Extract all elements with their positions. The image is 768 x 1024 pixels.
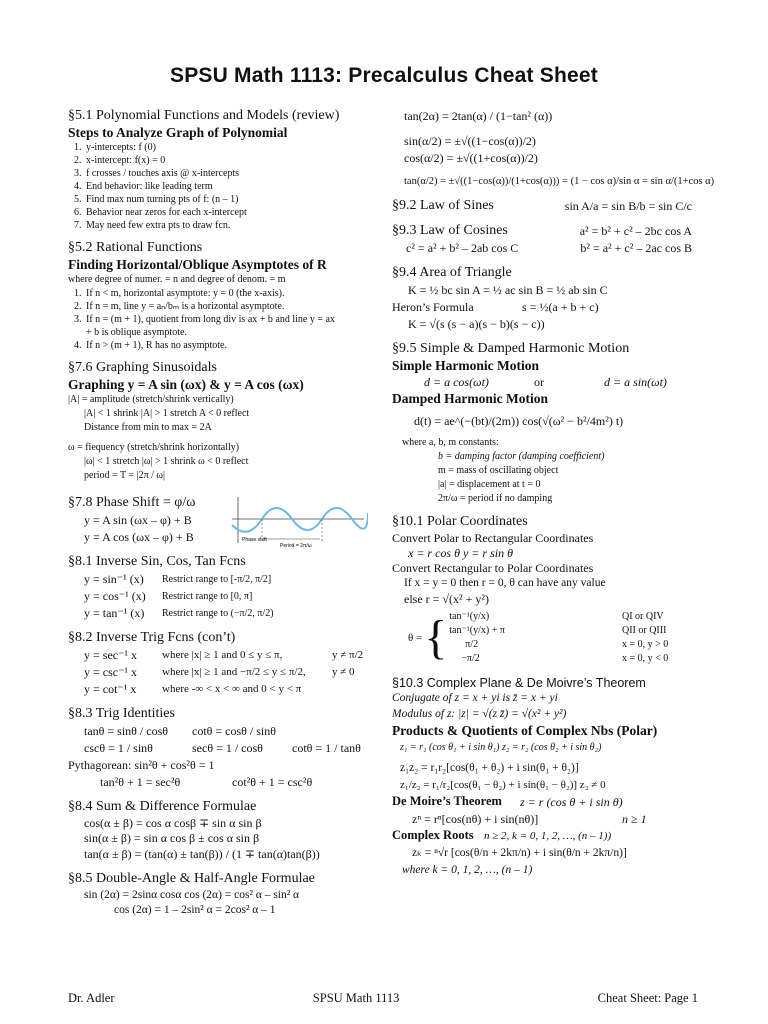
formula-line: tan(α/2) = ±√((1−cos(α))/(1+cos(α))) = (1 − cos α)/sin α = sin α/(1+cos α) (404, 176, 715, 187)
text-line: 2π/ω = period if no damping (438, 493, 553, 504)
text-line: |A| < 1 shrink |A| > 1 stretch A < 0 reflect (84, 408, 250, 419)
text-line: |ω| < 1 stretch |ω| > 1 shrink ω < 0 reflect (84, 456, 249, 467)
case-condition: QI or QIV (622, 611, 664, 622)
formula-line: cos(α/2) = ±√((1+cos(α))/2) (404, 151, 538, 165)
identity: tan²θ + 1 = sec²θ (100, 775, 181, 789)
text-line: m = mass of oscillating object (438, 465, 559, 476)
formula-line: y = A cos (ωx – φ) + B (84, 530, 194, 544)
formula-line: z₁z₂ = r₁r₂[cos(θ₁ + θ₂) + i sin(θ₁ + θ₂)] (400, 762, 579, 774)
pythagorean-identity: Pythagorean: sin²θ + cos²θ = 1 (68, 758, 215, 772)
formula-line: x = r cos θ y = r sin θ (408, 546, 513, 560)
text-line: where k = 0, 1, 2, …, (n – 1) (402, 864, 533, 876)
theta-case-list (449, 610, 692, 666)
section-heading: §9.5 Simple & Damped Harmonic Motion (392, 341, 630, 356)
identity: secθ = 1 / cosθ (192, 741, 263, 755)
range-note: Restrict range to [0, π] (162, 591, 253, 602)
shm-row (392, 374, 692, 391)
de-moivre-label: De Moire’s Theorem (392, 794, 502, 808)
formula-line: K = ½ bc sin A = ½ ac sin B = ½ ab sin C (408, 283, 608, 297)
heron-label: Heron’s Formula (392, 300, 474, 314)
section-9-2 (392, 198, 692, 215)
section-subheading: Graphing y = A sin (ωx) & y = A cos (ωx) (68, 377, 304, 392)
section-8-5 (68, 871, 384, 918)
formula-line: sin(α ± β) = sin α cos β ± cos α sin β (84, 831, 260, 845)
section-heading: §10.3 Complex Plane & De Moivre’s Theorem (392, 676, 646, 690)
section-subheading: Simple Harmonic Motion (392, 358, 539, 373)
case-condition: QII or QIII (622, 625, 667, 636)
text-line: where a, b, m constants: (402, 437, 499, 448)
text-line: If x = y = 0 then r = 0, θ can have any value (404, 577, 606, 589)
formula-line: K = √(s (s − a)(s − b)(s − c)) (408, 317, 545, 331)
formula-line: sin(α/2) = ±√((1−cos(α))/2) (404, 134, 536, 148)
section-9-4 (392, 265, 692, 333)
theta-case (449, 610, 692, 624)
section-heading: §9.4 Area of Triangle (392, 265, 512, 280)
case-condition: x = 0, y > 0 (622, 639, 669, 650)
case-value: tan⁻¹(y/x) (449, 611, 490, 622)
formula-line: c² = a² + b² – 2ab cos C (406, 241, 519, 255)
steps-list (68, 141, 384, 232)
inverse-row (68, 664, 384, 681)
section-10-3 (392, 676, 692, 879)
section-subheading: Finding Horizontal/Oblique Asymptotes of R (68, 257, 327, 272)
identity-row (68, 774, 384, 791)
domain-note: where |x| ≥ 1 and −π/2 ≤ y ≤ π/2, (162, 666, 306, 678)
section-8-1 (68, 554, 384, 622)
phase-shift-graph (228, 495, 368, 551)
identity: cotθ = cosθ / sinθ (192, 724, 277, 738)
formula-line: tan(2α) = 2tan(α) / (1−tan² (α)) (404, 109, 553, 123)
identity: cot²θ + 1 = csc²θ (232, 775, 313, 789)
formula-line: sin (2α) = 2sinα cosα cos (2α) = cos² α – sin² α (84, 889, 300, 901)
formula-line: d = a cos(ωt) (424, 375, 489, 389)
formula-line: cos (2α) = 1 – 2sin² α = 2cos² α – 1 (114, 904, 276, 916)
half-angle-block (392, 108, 715, 190)
section-heading: §8.3 Trig Identities (68, 706, 175, 721)
section-7-6 (68, 360, 384, 483)
roots-condition: n ≥ 2, k = 0, 1, 2, …, (n – 1)) (484, 830, 612, 842)
formula-line: Conjugate of z = x + yi is z̄ = x + yi (392, 692, 558, 704)
text-line: period = T = |2π / ω| (84, 470, 165, 481)
formula-line: s = ½(a + b + c) (522, 300, 599, 314)
inverse-fn: y = tan⁻¹ (x) (84, 606, 145, 620)
heron-row (392, 299, 692, 316)
case-value: π/2 (465, 639, 479, 650)
list-item: 5. Find max num turning pts of f: (n – 1) (84, 193, 384, 206)
formula-line: z = r (cos θ + i sin θ) (520, 795, 623, 809)
section-8-4 (68, 799, 384, 863)
formula-line: a² = b² + c² – 2bc cos A (579, 224, 692, 238)
section-heading: §8.1 Inverse Sin, Cos, Tan Fcns (68, 554, 246, 569)
or-text: or (534, 375, 544, 389)
section-heading: §7.8 Phase Shift = φ/ω (68, 495, 196, 510)
footer-page: Cheat Sheet: Page 1 (597, 991, 698, 1005)
theta-label: θ = (408, 631, 423, 644)
list-item: 1. y-intercepts: f (0) (84, 141, 384, 154)
text-line: |A| = amplitude (stretch/shrink vertically) (68, 394, 234, 405)
identity-row (68, 723, 384, 740)
formula-line: y = A sin (ωx – φ) + B (84, 513, 192, 527)
theta-case (449, 652, 692, 666)
right-column (392, 108, 715, 879)
case-value: tan⁻¹(y/x) + π (449, 625, 505, 636)
formula-line: b² = a² + c² – 2ac cos B (580, 241, 692, 255)
text-line: b = damping factor (damping coefficient) (438, 451, 605, 462)
domain-note: where |x| ≥ 1 and 0 ≤ y ≤ π, (162, 649, 283, 661)
inverse-fn: y = cot⁻¹ x (84, 682, 137, 696)
list-item: 2. x-intercept: f(x) = 0 (84, 154, 384, 167)
section-9-5 (392, 341, 692, 506)
section-heading: §8.4 Sum & Difference Formulae (68, 799, 257, 814)
text-line: Convert Polar to Rectangular Coordinates (392, 531, 594, 545)
section-heading: §9.3 Law of Cosines (392, 223, 508, 238)
theta-case (449, 624, 692, 638)
section-heading: §8.2 Inverse Trig Fcns (con’t) (68, 630, 236, 645)
formula-line: else r = √(x² + y²) (404, 592, 489, 606)
period-label: Period = 2π/ω (280, 543, 312, 549)
formula-line: zⁿ = rⁿ[cos(nθ) + i sin(nθ)] (412, 812, 539, 826)
formula-line: cos(α ± β) = cos α cosβ ∓ sin α sin β (84, 816, 262, 830)
law-cosines-row (392, 240, 692, 257)
inverse-row (68, 647, 384, 664)
list-item: 6. Behavior near zeros for each x-intercept (84, 206, 384, 219)
left-column (68, 108, 384, 918)
section-5-2 (68, 240, 384, 352)
formula-line: zₖ = ⁿ√r [cos(θ/n + 2kπ/n) + i sin(θ/n + 2kπ/n)] (412, 847, 627, 859)
roots-label: Complex Roots (392, 828, 474, 842)
inverse-row (68, 605, 384, 622)
roots-row (392, 828, 692, 845)
case-value: −π/2 (461, 653, 480, 664)
text-line: Convert Rectangular to Polar Coordinates (392, 561, 594, 575)
identity: cotθ = 1 / tanθ (292, 741, 361, 755)
range-note: Restrict range to [-π/2, π/2] (162, 574, 272, 585)
theta-cases (392, 610, 692, 666)
section-8-2 (68, 630, 384, 698)
formula-line: Modulus of z: |z| = √(z z̄) = √(x² + y²) (392, 708, 567, 720)
list-item: 1. If n < m, horizontal asymptote: y = 0 (the x-axis). (84, 287, 384, 300)
text-line: ω = fiequency (stretch/shrink horizontally) (68, 442, 240, 453)
phase-shift-label: Phase shift (242, 537, 267, 543)
section-subheading: Steps to Analyze Graph of Polynomial (68, 125, 288, 140)
inverse-fn: y = sin⁻¹ (x) (84, 572, 144, 586)
case-condition: x = 0, y < 0 (622, 653, 669, 664)
asymptote-list (68, 287, 384, 352)
inverse-row (68, 588, 384, 605)
section-heading: §10.1 Polar Coordinates (392, 514, 528, 529)
list-item: 4. If n > (m + 1), R has no asymptote. (84, 339, 384, 352)
list-item: 3. If n = (m + 1), quotient from long div is ax + b and line y = ax (84, 313, 384, 326)
section-8-3 (68, 706, 384, 791)
exclusion-note: y ≠ 0 (332, 666, 355, 678)
text-line: |a| = displacement at t = 0 (438, 479, 541, 490)
section-subheading: Products & Quotients of Complex Nbs (Polar) (392, 723, 658, 738)
law-cosines-row (392, 223, 692, 240)
section-heading: §5.2 Rational Functions (68, 240, 203, 255)
section-10-1 (392, 514, 692, 666)
range-note: Restrict range to (−π/2, π/2) (162, 608, 274, 619)
footer-course: SPSU Math 1113 (312, 991, 400, 1005)
list-item: 3. f crosses / touches axis @ x-intercepts (84, 167, 384, 180)
exclusion-note: y ≠ π/2 (332, 649, 364, 661)
de-moivre-row (392, 794, 692, 811)
de-moivre-row (392, 811, 692, 828)
section-9-3 (392, 223, 692, 257)
section-5-1 (68, 108, 384, 232)
formula-line: z₁ = r₁ (cos θ₁ + i sin θ₁) z₂ = r₂ (cos θ₂ + i sin θ₂) (400, 742, 602, 753)
inverse-fn: y = sec⁻¹ x (84, 648, 138, 662)
identity: tanθ = sinθ / cosθ (84, 724, 169, 738)
page-footer (68, 991, 698, 1006)
formula-line: sin A/a = sin B/b = sin C/c (564, 199, 692, 213)
formula-line: d(t) = ae^(−(bt)/(2m)) cos(√(ω² − b²/4m²) t) (414, 414, 624, 428)
inverse-fn: y = cos⁻¹ (x) (84, 589, 146, 603)
list-item-continuation: + b is oblique asymptote. (86, 327, 187, 338)
section-subheading: Damped Harmonic Motion (392, 391, 548, 406)
footer-author: Dr. Adler (68, 991, 115, 1005)
inverse-fn: y = csc⁻¹ x (84, 665, 138, 679)
list-item: 4. End behavior: like leading term (84, 180, 384, 193)
inverse-row (68, 571, 384, 588)
section-heading: §5.1 Polynomial Functions and Models (review) (68, 108, 340, 123)
section-heading: §9.2 Law of Sines (392, 198, 494, 213)
list-item: 2. If n = m, line y = aₙ/bₘ is a horizontal asymptote. (84, 300, 384, 313)
page-title: SPSU Math 1113: Precalculus Cheat Sheet (170, 64, 598, 87)
section-7-8 (68, 495, 384, 549)
section-heading: §7.6 Graphing Sinusoidals (68, 360, 217, 375)
section-note: where degree of numer. = n and degree of denom. = m (68, 274, 286, 285)
formula-line: tan(α ± β) = (tan(α) ± tan(β)) / (1 ∓ tan(α)tan(β)) (84, 847, 320, 861)
domain-note: where -∞ < x < ∞ and 0 < y < π (162, 683, 302, 695)
identity-row (68, 740, 384, 757)
theta-case (449, 638, 692, 652)
formula-line: n ≥ 1 (622, 812, 647, 826)
formula-line: d = a sin(ωt) (604, 375, 667, 389)
identity: cscθ = 1 / sinθ (84, 741, 153, 755)
inverse-row (68, 681, 384, 698)
list-item: 7. May need few extra pts to draw fcn. (84, 219, 384, 232)
text-line: Distance from min to max = 2A (84, 422, 212, 433)
section-heading: §8.5 Double-Angle & Half-Angle Formulae (68, 871, 315, 886)
brace-icon: { (424, 611, 448, 664)
formula-line: z₁/z₂ = r₁/r₂[cos(θ₁ − θ₂) + i sin(θ₁ − θ₂)] z₂ ≠ 0 (400, 779, 606, 791)
